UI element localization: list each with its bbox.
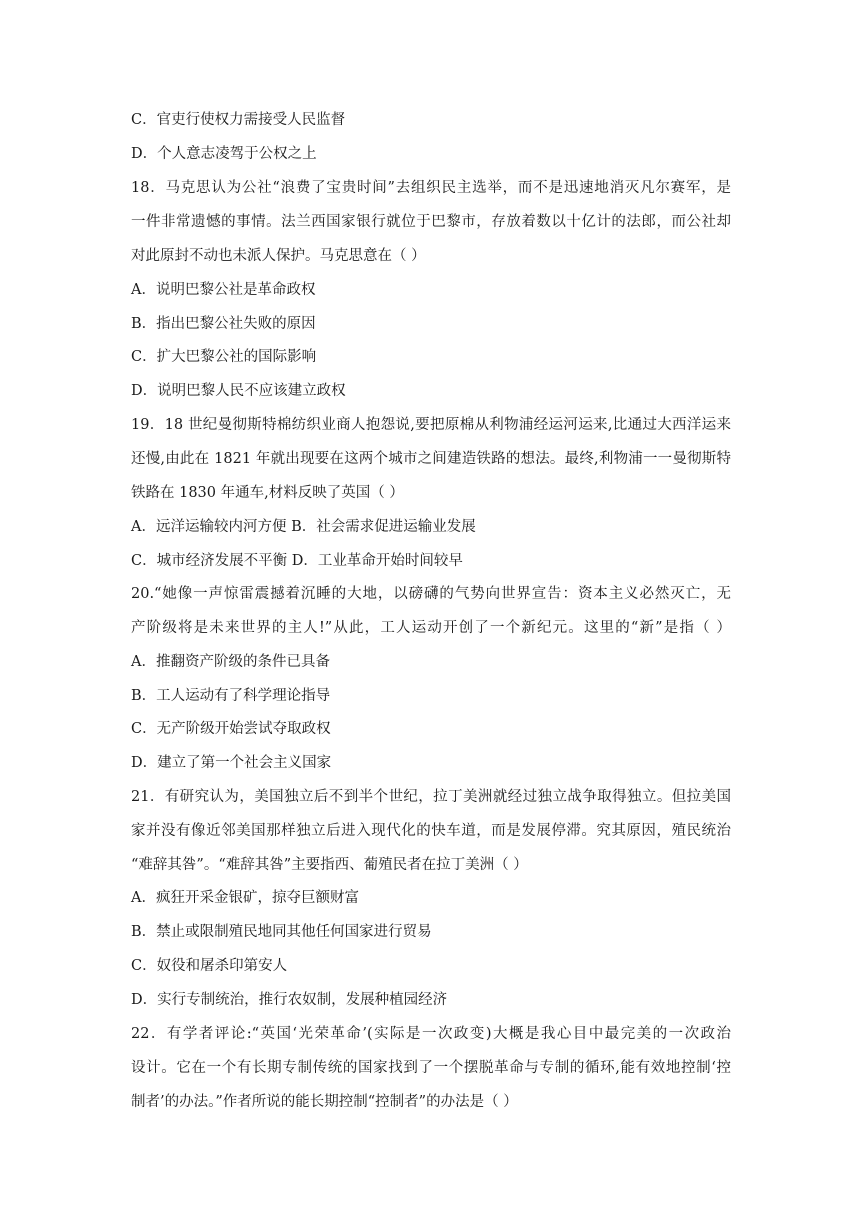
options-19ab: A．远洋运输较内河方便 B．社会需求促进运输业发展 [131, 519, 476, 535]
question-18-line-1: 18．马克思认为公社“浪费了宝贵时间”去组织民主选举，而不是迅速地消灭凡尔赛军，是 [131, 180, 731, 196]
option-17c: C．官吏行使权力需接受人民监督 [131, 112, 346, 128]
option-21a: A．疯狂开采金银矿，掠夺巨额财富 [131, 890, 359, 906]
question-19-line-2: 还慢,由此在 1821 年就出现要在这两个城市之间建造铁路的想法。最终,利物浦一一曼彻斯特 [131, 451, 731, 467]
question-21-line-1: 21．有研究认为，美国独立后不到半个世纪，拉丁美洲就经过独立战争取得独立。但拉美国 [131, 789, 731, 805]
option-18c: C．扩大巴黎公社的国际影响 [131, 349, 317, 365]
option-20b: B．工人运动有了科学理论指导 [131, 688, 331, 704]
option-20c: C．无产阶级开始尝试夺取政权 [131, 721, 331, 737]
question-18-line-2: 一件非常遗憾的事情。法兰西国家银行就位于巴黎市，存放着数以十亿计的法郎，而公社却 [131, 214, 731, 230]
option-20a: A．推翻资产阶级的条件已具备 [131, 654, 330, 670]
question-20-line-1: 20.“她像一声惊雷震撼着沉睡的大地，以磅礴的气势向世界宣告：资本主义必然灭亡，无 [131, 586, 731, 602]
question-22-line-2: 设计。它在一个有长期专制传统的国家找到了一个摆脱革命与专制的循环,能有效地控制‘控 [131, 1060, 731, 1076]
option-20d: D．建立了第一个社会主义国家 [131, 755, 332, 771]
option-21b: B．禁止或限制殖民地同其他任何国家进行贸易 [131, 924, 432, 940]
option-21d: D．实行专制统治，推行农奴制，发展种植园经济 [131, 992, 448, 1008]
question-19-line-1: 19．18 世纪曼彻斯特棉纺织业商人抱怨说,要把原棉从利物浦经运河运来,比通过大西洋运来 [131, 417, 731, 433]
options-19cd: C．城市经济发展不平衡 D．工业革命开始时间较早 [131, 553, 463, 569]
question-19-line-3: 铁路在 1830 年通车,材料反映了英国（ ） [131, 485, 404, 501]
option-18b: B．指出巴黎公社失败的原因 [131, 316, 316, 332]
question-20-line-2: 产阶级将是未来世界的主人!”从此，工人运动开创了一个新纪元。这里的“新”是指（ ） [131, 620, 731, 636]
question-18-line-3: 对此原封不动也未派人保护。马克思意在（ ） [131, 248, 426, 264]
option-18a: A．说明巴黎公社是革命政权 [131, 282, 316, 298]
question-22-line-1: 22．有学者评论:“英国‘光荣革命’(实际是一次政变)大概是我心目中最完美的一次政治 [131, 1026, 731, 1042]
option-18d: D．说明巴黎人民不应该建立政权 [131, 383, 346, 399]
question-22-line-3: 制者’的办法。”作者所说的能长期控制“控制者”的办法是（ ） [131, 1094, 518, 1110]
option-17d: D．个人意志凌驾于公权之上 [131, 146, 317, 162]
question-21-line-2: 家并没有像近邻美国那样独立后进入现代化的快车道，而是发展停滞。究其原因，殖民统治 [131, 823, 731, 839]
option-21c: C．奴役和屠杀印第安人 [131, 958, 288, 974]
question-21-line-3: “难辞其咎”。“难辞其咎”主要指西、葡殖民者在拉丁美洲（ ） [131, 857, 528, 873]
